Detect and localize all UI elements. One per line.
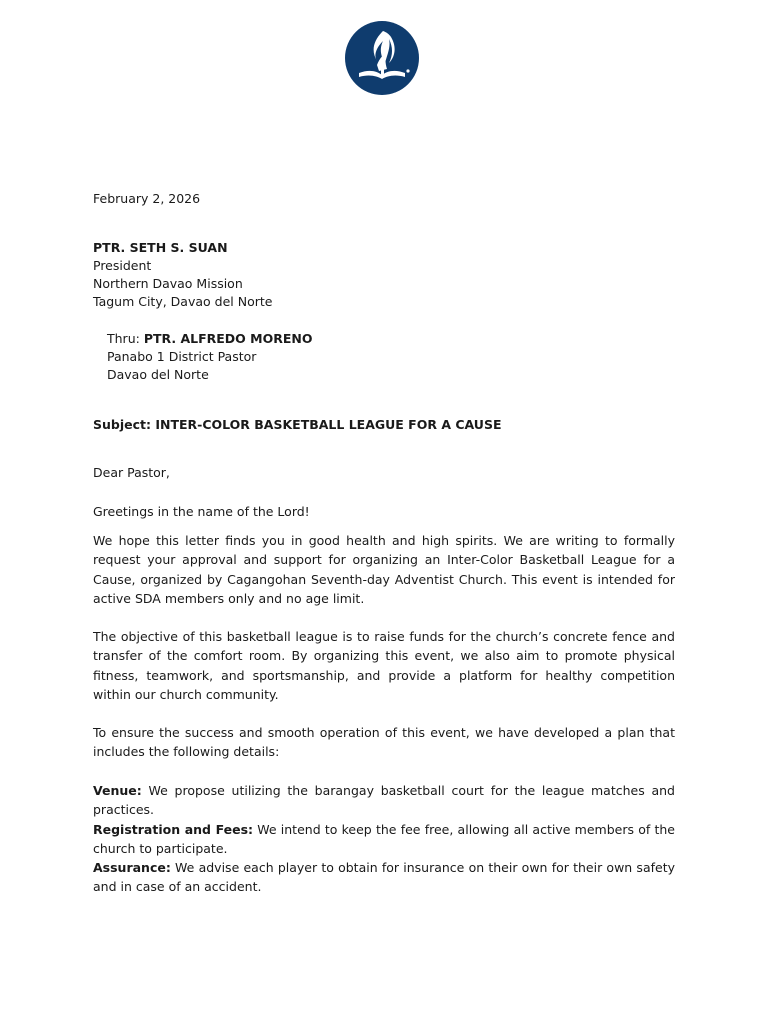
detail-label: Venue: [93, 783, 142, 798]
paragraph-objective: The objective of this basketball league is to raise funds for the church’s concrete fence and transfer of the comfort room. By organizing this event, we also aim to promote physical fitness, teamwork, and sportsmanship, and provide a platform for healthy competition within our church community. [93, 629, 675, 702]
detail-text: We advise each player to obtain for insurance on their own for their own safety and in case of an accident. [93, 860, 675, 895]
recipient-block [93, 239, 675, 311]
thru-name: PTR. ALFREDO MORENO [143, 331, 313, 346]
salutation: Dear Pastor, [93, 465, 170, 480]
recipient-name: PTR. SETH S. SUAN [93, 240, 228, 255]
thru-block [107, 330, 689, 384]
detail-text: We propose utilizing the barangay basketball court for the league matches and practices. [93, 783, 675, 818]
thru-line [107, 330, 689, 348]
detail-venue [93, 781, 675, 820]
thru-prefix: Thru: [107, 331, 144, 346]
recipient-address: Tagum City, Davao del Norte [93, 294, 273, 309]
detail-assurance [93, 858, 675, 897]
detail-registration [93, 820, 675, 859]
paragraph-request: We hope this letter finds you in good health and high spirits. We are writing to formally request your approval and support for organizing an Inter-Color Basketball League for a Cause, organized by Cagangohan Seventh-day Adventist Church. This event is intended for active SDA members only and no age limit. [93, 533, 675, 606]
sda-logo-icon [343, 21, 421, 95]
paragraph-plan: To ensure the success and smooth operation of this event, we have developed a plan that includes the following details: [93, 725, 675, 760]
recipient-title: President [93, 258, 152, 273]
greeting: Greetings in the name of the Lord! [93, 504, 310, 519]
thru-address: Davao del Norte [107, 367, 209, 382]
details-list [93, 781, 675, 897]
detail-label: Registration and Fees: [93, 821, 254, 837]
thru-title: Panabo 1 District Pastor [107, 349, 257, 364]
letter-date: February 2, 2026 [93, 191, 201, 206]
detail-label: Assurance: [93, 860, 171, 876]
subject-line: Subject: INTER-COLOR BASKETBALL LEAGUE FOR A CAUSE [93, 417, 502, 432]
recipient-organization: Northern Davao Mission [93, 276, 243, 291]
detail-text: We intend to keep the fee free, allowing all active members of the church to participate. [93, 821, 675, 856]
